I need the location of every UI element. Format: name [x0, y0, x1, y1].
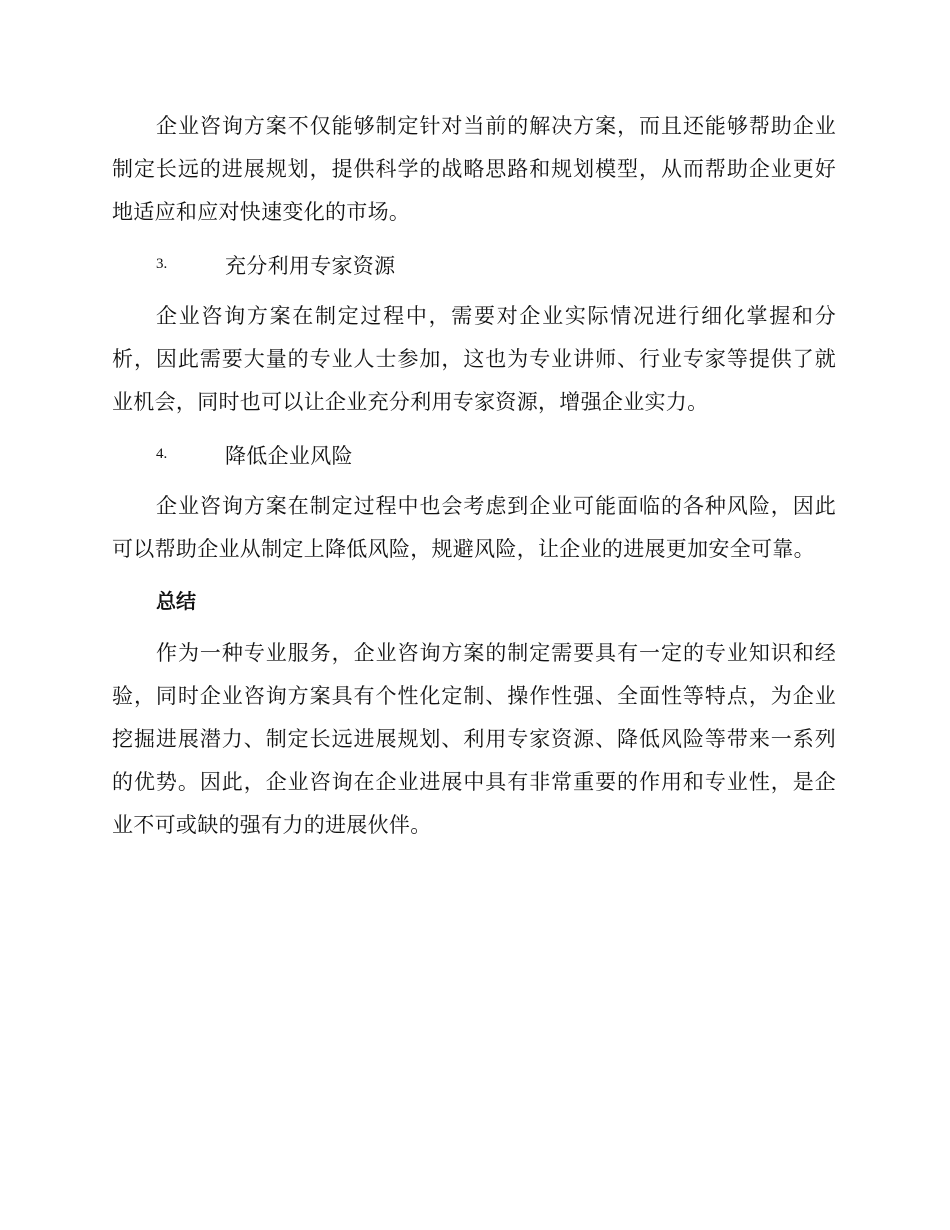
- paragraph-expert-resources: 企业咨询方案在制定过程中，需要对企业实际情况进行细化掌握和分析，因此需要大量的专业人士参加，这也为专业讲师、行业专家等提供了就业机会，同时也可以让企业充分利用专家资源，增强企业实力。: [112, 304, 836, 414]
- summary-heading: 总结: [156, 589, 196, 613]
- list-item-expert-resources: [112, 243, 836, 286]
- paragraph-reduce-risk: 企业咨询方案在制定过程中也会考虑到企业可能面临的各种风险，因此可以帮助企业从制定上降低风险，规避风险，让企业的进展更加安全可靠。: [112, 494, 836, 561]
- list-item-number: 4.: [156, 446, 168, 462]
- list-item-title: 降低企业风险: [225, 443, 353, 468]
- list-item-number: 3.: [156, 256, 168, 272]
- list-item-reduce-risk: [112, 433, 836, 476]
- paragraph-summary: 作为一种专业服务，企业咨询方案的制定需要具有一定的专业知识和经验，同时企业咨询方案具有个性化定制、操作性强、全面性等特点，为企业挖掘进展潜力、制定长远进展规划、利用专家资源、降低风险等带来一系列的优势。因此，企业咨询在企业进展中具有非常重要的作用和专业性，是企业不可或缺的强有力的进展伙伴。: [112, 641, 836, 837]
- list-item-title: 充分利用专家资源: [225, 253, 396, 278]
- document-page: [112, 105, 836, 856]
- paragraph-long-term-planning: 企业咨询方案不仅能够制定针对当前的解决方案，而且还能够帮助企业制定长远的进展规划，提供科学的战略思路和规划模型，从而帮助企业更好地适应和应对快速变化的市场。: [112, 114, 836, 224]
